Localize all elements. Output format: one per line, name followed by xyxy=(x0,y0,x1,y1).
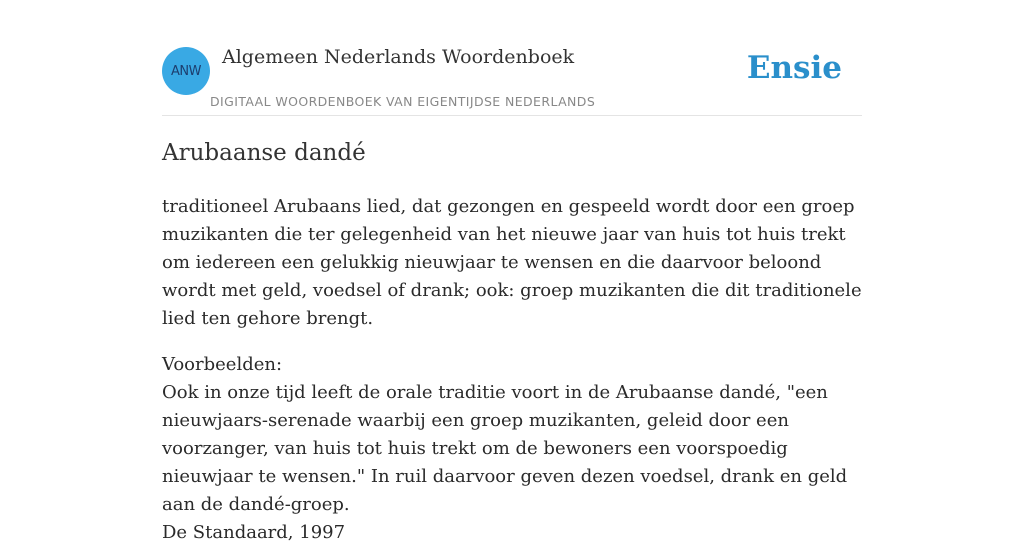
site-subtitle: DIGITAAL WOORDENBOEK VAN EIGENTIJDSE NEDERLANDS xyxy=(210,94,596,109)
logo-text: ANW xyxy=(171,63,201,79)
entry-definition xyxy=(162,193,862,333)
ensie-logo[interactable]: Ensie xyxy=(746,50,842,86)
definition-text: traditioneel Arubaans lied, dat gezongen en gespeeld wordt door een groep muzikanten die ter gelegenheid van het nieuwe jaar van huis tot huis trekt om iedereen een gelukkig nieuwjaar te wensen en die daarvoor beloond wordt met geld, voedsel of drank; ook: groep muzikanten die dit traditionele lied ten gehore brengt. xyxy=(162,196,862,329)
entry-headword: Arubaanse dandé xyxy=(162,140,366,166)
entry-examples xyxy=(162,351,862,547)
example-text: Ook in onze tijd leeft de orale traditie voort in de Arubaanse dandé, "een nieuwjaars-serenade waarbij een groep muzikanten, geleid door een voorzanger, van huis tot huis trekt om de bewoners een voorspoedig nieuwjaar te wensen." In ruil daarvoor geven dezen voedsel, drank en geld aan de dandé-groep. xyxy=(162,382,848,515)
site-title[interactable]: Algemeen Nederlands Woordenboek xyxy=(222,46,575,68)
example-source: De Standaard, 1997 xyxy=(162,522,346,543)
header-divider xyxy=(162,115,862,116)
anw-logo[interactable] xyxy=(162,47,210,95)
examples-label: Voorbeelden: xyxy=(162,354,283,375)
